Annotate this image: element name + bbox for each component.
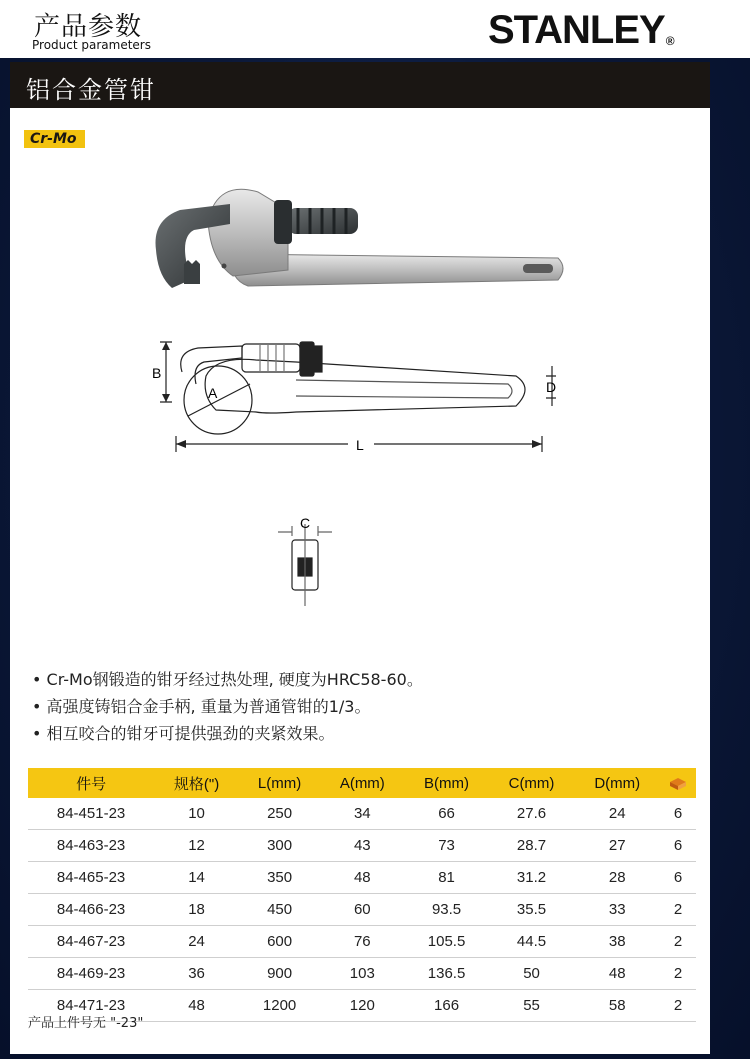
spec-table xyxy=(28,768,696,1022)
col-part-no: 件号 xyxy=(28,768,154,798)
table-cell: 84-471-23 xyxy=(28,990,154,1022)
material-badge: Cr-Mo xyxy=(24,130,85,148)
table-cell: 81 xyxy=(404,862,488,894)
label-a: A xyxy=(208,385,218,401)
table-cell: 28.7 xyxy=(489,830,575,862)
brand-name: STANLEY xyxy=(488,8,665,52)
table-cell: 50 xyxy=(489,958,575,990)
box-icon xyxy=(669,777,687,791)
table-cell: 6 xyxy=(660,798,696,830)
table-cell: 33 xyxy=(574,894,660,926)
table-cell: 600 xyxy=(239,926,320,958)
table-cell: 450 xyxy=(239,894,320,926)
table-cell: 38 xyxy=(574,926,660,958)
dimension-diagram xyxy=(146,336,556,616)
footnote: 产品上件号无 "-23" xyxy=(28,1016,144,1031)
table-row xyxy=(28,862,696,894)
table-cell: 84-467-23 xyxy=(28,926,154,958)
table-cell: 84-466-23 xyxy=(28,894,154,926)
table-cell: 73 xyxy=(404,830,488,862)
table-cell: 76 xyxy=(320,926,404,958)
col-c: C(mm) xyxy=(489,768,575,798)
table-cell: 2 xyxy=(660,990,696,1022)
table-row xyxy=(28,798,696,830)
feature-item: • 高强度铸铝合金手柄, 重量为普通管钳的1/3。 xyxy=(32,693,423,720)
table-cell: 12 xyxy=(154,830,239,862)
table-cell: 35.5 xyxy=(489,894,575,926)
col-l: L(mm) xyxy=(239,768,320,798)
table-cell: 2 xyxy=(660,894,696,926)
table-cell: 84-465-23 xyxy=(28,862,154,894)
table-cell: 84-463-23 xyxy=(28,830,154,862)
table-cell: 27 xyxy=(574,830,660,862)
table-cell: 250 xyxy=(239,798,320,830)
table-row xyxy=(28,830,696,862)
col-d: D(mm) xyxy=(574,768,660,798)
table-cell: 103 xyxy=(320,958,404,990)
table-cell: 48 xyxy=(320,862,404,894)
table-cell: 2 xyxy=(660,958,696,990)
table-cell: 44.5 xyxy=(489,926,575,958)
col-size: 规格(") xyxy=(154,768,239,798)
table-cell: 28 xyxy=(574,862,660,894)
table-cell: 84-469-23 xyxy=(28,958,154,990)
feature-list xyxy=(32,666,423,747)
table-cell: 34 xyxy=(320,798,404,830)
col-pack xyxy=(660,768,696,798)
registered-mark: ® xyxy=(665,34,674,48)
table-cell: 6 xyxy=(660,830,696,862)
table-cell: 31.2 xyxy=(489,862,575,894)
table-cell: 136.5 xyxy=(404,958,488,990)
table-row xyxy=(28,958,696,990)
table-cell: 24 xyxy=(574,798,660,830)
table-row xyxy=(28,894,696,926)
table-cell: 2 xyxy=(660,926,696,958)
table-cell: 60 xyxy=(320,894,404,926)
table-cell: 120 xyxy=(320,990,404,1022)
header-band xyxy=(0,0,750,58)
table-cell: 27.6 xyxy=(489,798,575,830)
table-cell: 10 xyxy=(154,798,239,830)
header-subtitle: Product parameters xyxy=(32,38,151,52)
table-cell: 48 xyxy=(154,990,239,1022)
title-bar xyxy=(10,62,710,108)
table-cell: 48 xyxy=(574,958,660,990)
table-cell: 55 xyxy=(489,990,575,1022)
stanley-logo xyxy=(488,8,674,53)
col-b: B(mm) xyxy=(404,768,488,798)
table-row xyxy=(28,926,696,958)
col-a: A(mm) xyxy=(320,768,404,798)
table-cell: 84-451-23 xyxy=(28,798,154,830)
table-cell: 18 xyxy=(154,894,239,926)
header-title: 产品参数 xyxy=(34,12,143,42)
product-title: 铝合金管钳 xyxy=(26,76,156,104)
feature-item: • 相互咬合的钳牙可提供强劲的夹紧效果。 xyxy=(32,720,423,747)
label-c: C xyxy=(300,515,311,531)
table-cell: 14 xyxy=(154,862,239,894)
table-cell: 93.5 xyxy=(404,894,488,926)
table-cell: 36 xyxy=(154,958,239,990)
table-header-row xyxy=(28,768,696,798)
label-l: L xyxy=(356,437,364,453)
table-cell: 166 xyxy=(404,990,488,1022)
table-cell: 1200 xyxy=(239,990,320,1022)
feature-item: • Cr-Mo钢锻造的钳牙经过热处理, 硬度为HRC58-60。 xyxy=(32,666,423,693)
label-b: B xyxy=(152,365,162,381)
table-cell: 350 xyxy=(239,862,320,894)
table-cell: 105.5 xyxy=(404,926,488,958)
table-cell: 900 xyxy=(239,958,320,990)
table-cell: 24 xyxy=(154,926,239,958)
table-cell: 66 xyxy=(404,798,488,830)
product-card xyxy=(10,62,710,1054)
table-cell: 300 xyxy=(239,830,320,862)
table-cell: 43 xyxy=(320,830,404,862)
label-d: D xyxy=(546,379,556,395)
table-cell: 6 xyxy=(660,862,696,894)
table-cell: 58 xyxy=(574,990,660,1022)
